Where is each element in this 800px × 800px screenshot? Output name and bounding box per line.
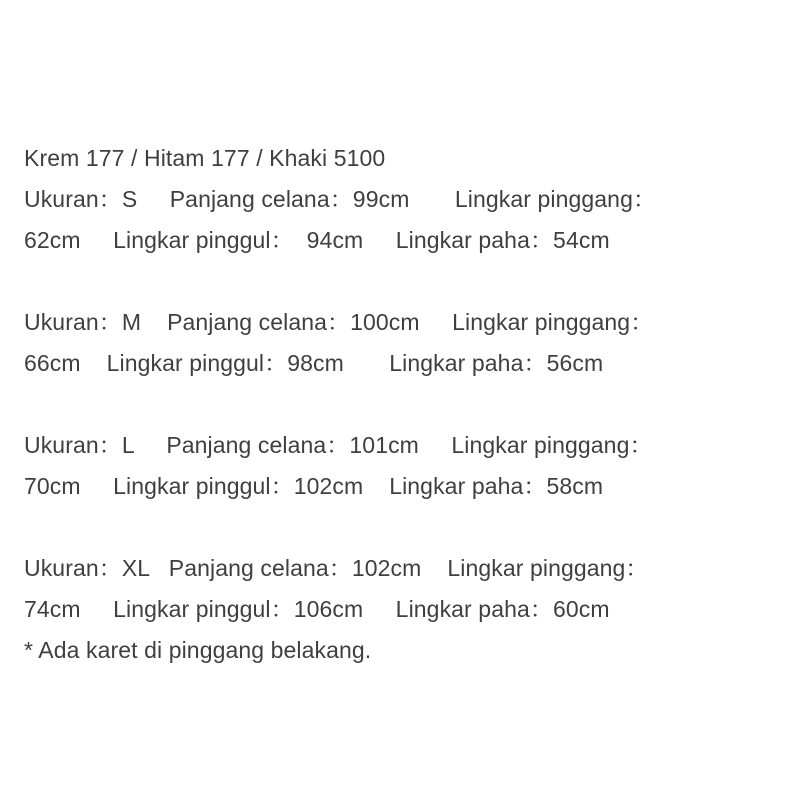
elastic-waist-note: * Ada karet di pinggang belakang. [24, 637, 372, 663]
blank-line [24, 507, 784, 548]
size-m-line-1: Ukuran：M Panjang celana：100cm Lingkar pinggang： [24, 309, 654, 335]
size-xl-line-1: Ukuran：XL Panjang celana：102cm Lingkar pinggang： [24, 555, 649, 581]
size-chart-text [24, 138, 784, 671]
blank-line [24, 384, 784, 425]
size-m-line-2: 66cm Lingkar pinggul：98cm Lingkar paha：56cm [24, 350, 604, 376]
blank-line [24, 261, 784, 302]
size-l-line-2: 70cm Lingkar pinggul：102cm Lingkar paha：58cm [24, 473, 604, 499]
size-xl-line-2: 74cm Lingkar pinggul：106cm Lingkar paha：60cm [24, 596, 610, 622]
size-s-line-1: Ukuran：S Panjang celana：99cm Lingkar pinggang： [24, 186, 657, 212]
size-s-line-2: 62cm Lingkar pinggul： 94cm Lingkar paha：54cm [24, 227, 610, 253]
size-l-line-1: Ukuran：L Panjang celana：101cm Lingkar pinggang： [24, 432, 653, 458]
color-stock-line: Krem 177 / Hitam 177 / Khaki 5100 [24, 145, 386, 171]
